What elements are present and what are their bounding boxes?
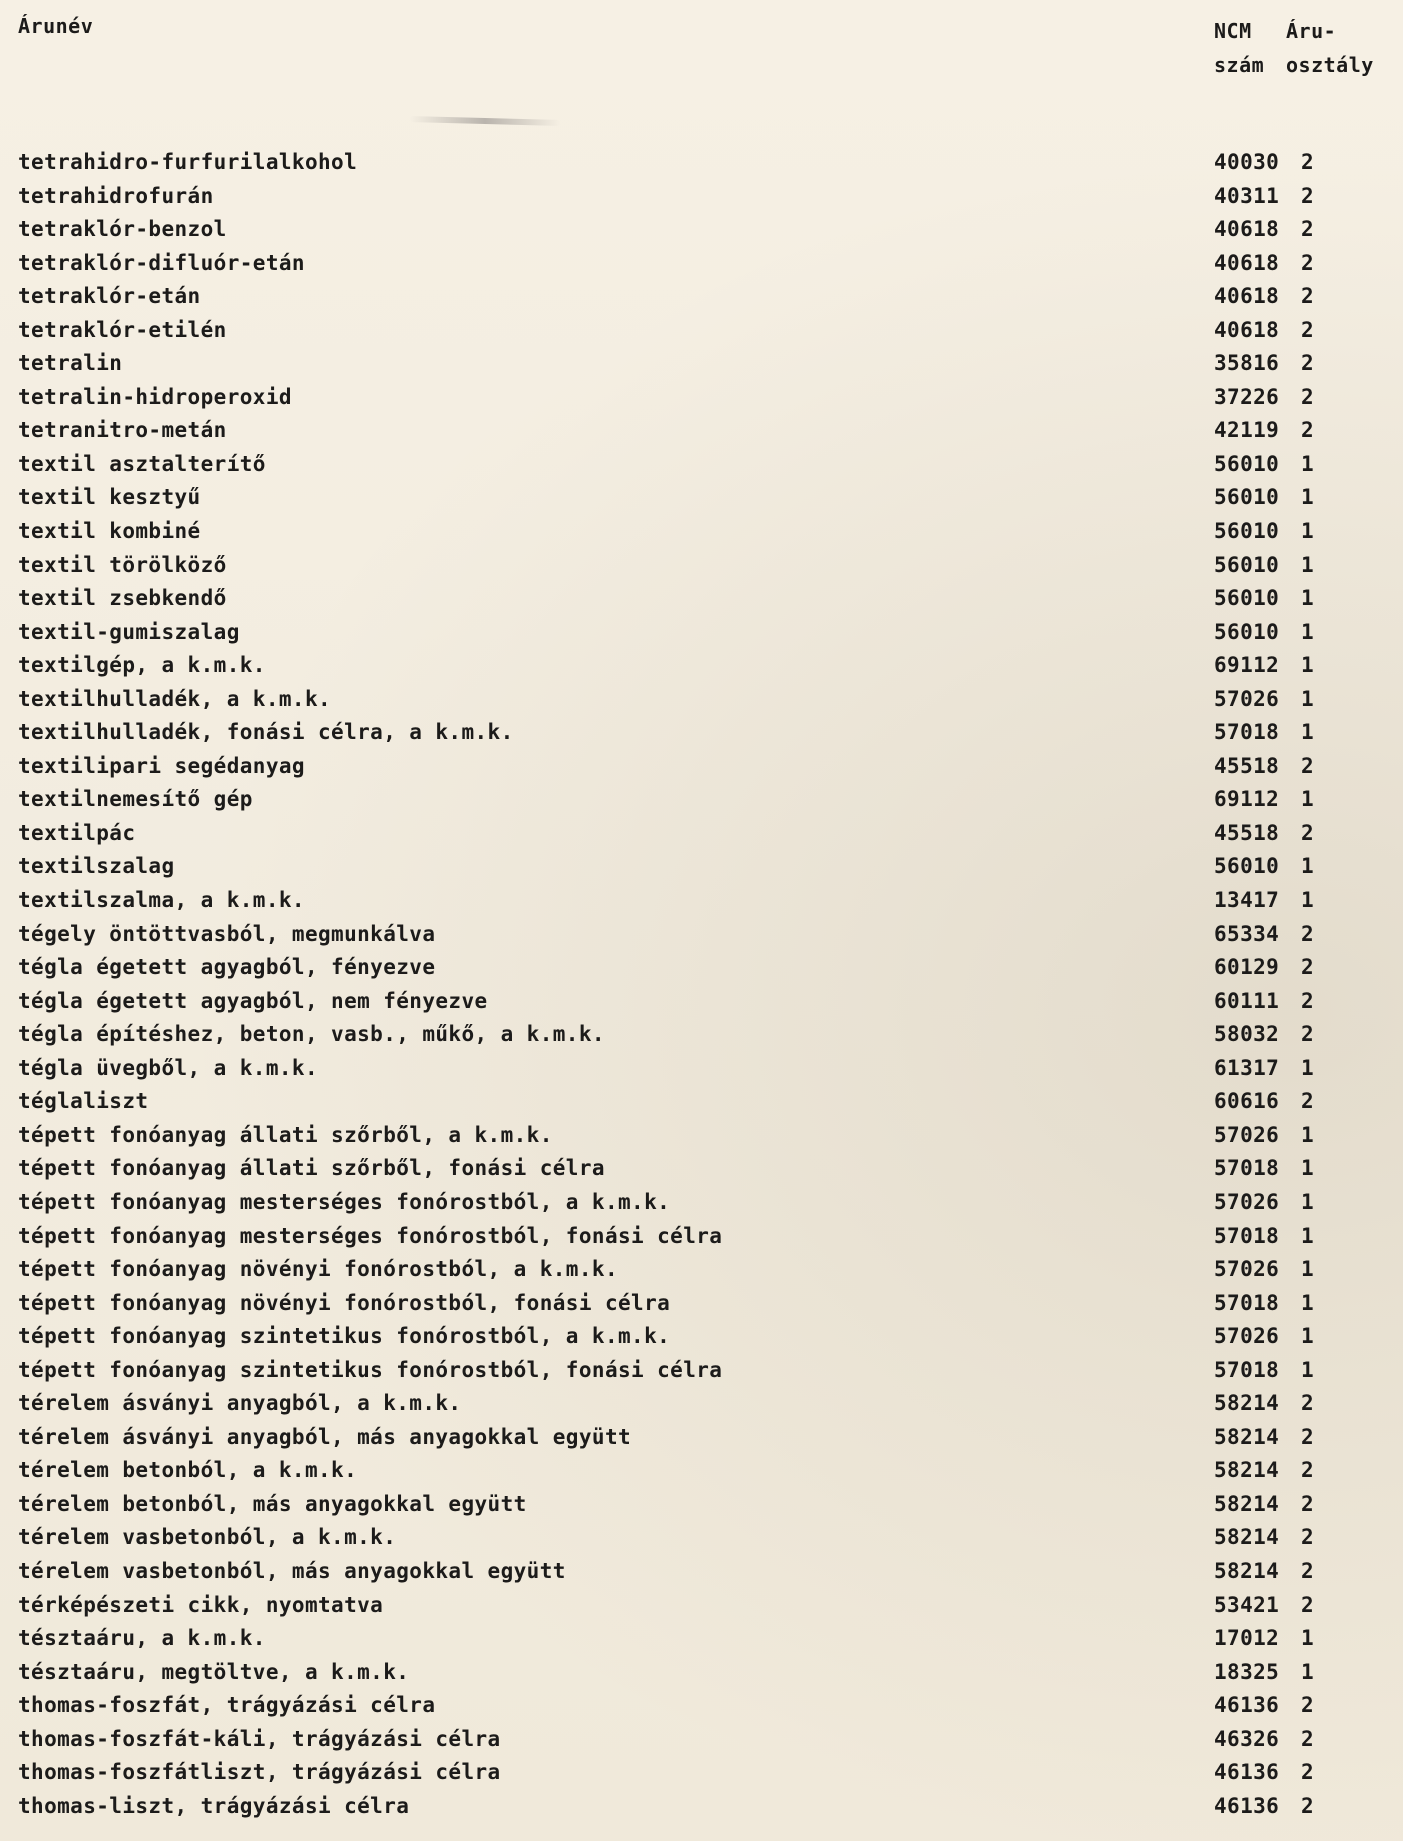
product-name: tépett fonóanyag szintetikus fonórostból, fonási célra <box>18 1357 723 1382</box>
product-class: 1 <box>1301 485 1315 510</box>
product-name: tégla égetett agyagból, fényezve <box>18 955 436 980</box>
product-name: textil kesztyű <box>18 485 201 510</box>
product-name: textil-gumiszalag <box>18 619 240 644</box>
product-name: tépett fonóanyag állati szőrből, fonási célra <box>18 1156 605 1181</box>
product-class: 2 <box>1301 418 1315 443</box>
ncm-number: 56010 <box>1214 451 1280 476</box>
ncm-number: 56010 <box>1214 586 1280 611</box>
ncm-number: 57018 <box>1214 1223 1280 1248</box>
product-class: 1 <box>1301 451 1315 476</box>
product-name: textilnemesítő gép <box>18 787 253 812</box>
table-row <box>18 448 1388 482</box>
table-row <box>18 1689 1388 1723</box>
product-class: 1 <box>1301 720 1315 745</box>
table-header <box>18 14 1388 84</box>
table-row <box>18 649 1388 683</box>
ncm-number: 57018 <box>1214 1156 1280 1181</box>
product-name: thomas-foszfát, trágyázási célra <box>18 1693 436 1718</box>
table-row <box>18 1220 1388 1254</box>
product-class: 2 <box>1301 217 1315 242</box>
table-row <box>18 616 1388 650</box>
table-row <box>18 280 1388 314</box>
ncm-number: 56010 <box>1214 519 1280 544</box>
product-name: tetraklór-difluór-etán <box>18 250 305 275</box>
product-name: textil asztalterítő <box>18 451 266 476</box>
ncm-number: 57026 <box>1214 686 1280 711</box>
ncm-number: 57026 <box>1214 1324 1280 1349</box>
product-name: textilhulladék, a k.m.k. <box>18 686 332 711</box>
ncm-number: 58214 <box>1214 1525 1280 1550</box>
product-name: textilgép, a k.m.k. <box>18 653 266 678</box>
ncm-number: 40618 <box>1214 217 1280 242</box>
product-class: 2 <box>1301 1022 1315 1047</box>
product-class: 2 <box>1301 1760 1315 1785</box>
product-name: tégla égetett agyagból, nem fényezve <box>18 988 488 1013</box>
product-class: 2 <box>1301 351 1315 376</box>
table-row <box>18 549 1388 583</box>
table-row <box>18 180 1388 214</box>
product-name: tépett fonóanyag mesterséges fonórostból, a k.m.k. <box>18 1189 671 1214</box>
product-name: thomas-foszfátliszt, trágyázási célra <box>18 1760 501 1785</box>
ncm-number: 60616 <box>1214 1089 1280 1114</box>
product-name: textilhulladék, fonási célra, a k.m.k. <box>18 720 514 745</box>
table-row <box>18 1186 1388 1220</box>
table-row <box>18 1622 1388 1656</box>
product-name: térelem vasbetonból, más anyagokkal együtt <box>18 1558 566 1583</box>
product-name: tetranitro-metán <box>18 418 227 443</box>
product-class: 2 <box>1301 284 1315 309</box>
table-row <box>18 347 1388 381</box>
table-row <box>18 750 1388 784</box>
column-header-name: Árunév <box>18 14 94 38</box>
product-class: 1 <box>1301 1357 1315 1382</box>
product-name: tépett fonóanyag állati szőrből, a k.m.k. <box>18 1122 553 1147</box>
product-class: 2 <box>1301 820 1315 845</box>
product-name: térelem ásványi anyagból, más anyagokkal együtt <box>18 1424 632 1449</box>
product-name: thomas-foszfát-káli, trágyázási célra <box>18 1726 501 1751</box>
ncm-number: 58214 <box>1214 1458 1280 1483</box>
table-row <box>18 817 1388 851</box>
ncm-number: 69112 <box>1214 787 1280 812</box>
table-row <box>18 1287 1388 1321</box>
ncm-number: 40618 <box>1214 250 1280 275</box>
ncm-number: 60111 <box>1214 988 1280 1013</box>
product-list <box>18 146 1388 1823</box>
product-class: 1 <box>1301 1055 1315 1080</box>
ncm-number: 57018 <box>1214 720 1280 745</box>
product-class: 2 <box>1301 1491 1315 1516</box>
table-row <box>18 1354 1388 1388</box>
ncm-number: 17012 <box>1214 1626 1280 1651</box>
product-class: 2 <box>1301 1391 1315 1416</box>
product-name: textilszalag <box>18 854 175 879</box>
table-row <box>18 515 1388 549</box>
table-row <box>18 1756 1388 1790</box>
ncm-number: 69112 <box>1214 653 1280 678</box>
product-name: tésztaáru, megtöltve, a k.m.k. <box>18 1659 410 1684</box>
table-row <box>18 1454 1388 1488</box>
product-name: textilipari segédanyag <box>18 753 305 778</box>
product-name: thomas-liszt, trágyázási célra <box>18 1793 410 1818</box>
ncm-number: 45518 <box>1214 820 1280 845</box>
ncm-number: 57026 <box>1214 1189 1280 1214</box>
product-class: 2 <box>1301 988 1315 1013</box>
column-header-class: Áru- osztály <box>1286 19 1374 77</box>
product-name: tetraklór-etilén <box>18 317 227 342</box>
ncm-number: 57018 <box>1214 1357 1280 1382</box>
product-name: textilpác <box>18 820 136 845</box>
product-name: térelem vasbetonból, a k.m.k. <box>18 1525 397 1550</box>
product-name: tetraklór-etán <box>18 284 201 309</box>
ncm-number: 35816 <box>1214 351 1280 376</box>
product-class: 1 <box>1301 1626 1315 1651</box>
product-class: 1 <box>1301 519 1315 544</box>
table-row <box>18 884 1388 918</box>
ncm-number: 46136 <box>1214 1760 1280 1785</box>
product-name: tégely öntöttvasból, megmunkálva <box>18 921 436 946</box>
table-row <box>18 918 1388 952</box>
product-class: 1 <box>1301 1290 1315 1315</box>
ncm-number: 40030 <box>1214 150 1280 174</box>
table-row <box>18 1555 1388 1589</box>
product-name: tégla építéshez, beton, vasb., műkő, a k.m.k. <box>18 1022 605 1047</box>
product-name: tépett fonóanyag növényi fonórostból, a k.m.k. <box>18 1257 618 1282</box>
table-row <box>18 1521 1388 1555</box>
product-class: 2 <box>1301 1458 1315 1483</box>
product-class: 2 <box>1301 250 1315 275</box>
ncm-number: 65334 <box>1214 921 1280 946</box>
paper-smudge <box>410 116 560 126</box>
ncm-number: 45518 <box>1214 753 1280 778</box>
ncm-number: 46136 <box>1214 1793 1280 1818</box>
ncm-number: 56010 <box>1214 485 1280 510</box>
table-row <box>18 414 1388 448</box>
table-row <box>18 314 1388 348</box>
ncm-number: 46326 <box>1214 1726 1280 1751</box>
product-class: 1 <box>1301 552 1315 577</box>
product-class: 2 <box>1301 317 1315 342</box>
table-row <box>18 783 1388 817</box>
product-class: 1 <box>1301 1659 1315 1684</box>
product-name: textil zsebkendő <box>18 586 227 611</box>
product-class: 2 <box>1301 1693 1315 1718</box>
product-name: tégla üvegből, a k.m.k. <box>18 1055 318 1080</box>
table-row <box>18 985 1388 1019</box>
ncm-number: 46136 <box>1214 1693 1280 1718</box>
table-row <box>18 582 1388 616</box>
product-class: 2 <box>1301 1525 1315 1550</box>
ncm-number: 58032 <box>1214 1022 1280 1047</box>
table-row <box>18 850 1388 884</box>
ncm-number: 58214 <box>1214 1558 1280 1583</box>
table-row <box>18 1421 1388 1455</box>
product-name: textil kombiné <box>18 519 201 544</box>
ncm-number: 61317 <box>1214 1055 1280 1080</box>
ncm-number: 57026 <box>1214 1257 1280 1282</box>
table-row <box>18 951 1388 985</box>
ncm-number: 53421 <box>1214 1592 1280 1617</box>
product-class: 2 <box>1301 1592 1315 1617</box>
column-header-ncm: NCM szám <box>1214 19 1265 77</box>
product-name: tetralin <box>18 351 123 376</box>
ncm-number: 60129 <box>1214 955 1280 980</box>
ncm-number: 40618 <box>1214 284 1280 309</box>
product-name: térképészeti cikk, nyomtatva <box>18 1592 384 1617</box>
table-row <box>18 683 1388 717</box>
ncm-number: 37226 <box>1214 384 1280 409</box>
product-class: 1 <box>1301 787 1315 812</box>
product-class: 1 <box>1301 686 1315 711</box>
table-row <box>18 1085 1388 1119</box>
product-name: tésztaáru, a k.m.k. <box>18 1626 266 1651</box>
table-row <box>18 1589 1388 1623</box>
product-name: tetraklór-benzol <box>18 217 227 242</box>
ncm-number: 40311 <box>1214 183 1280 208</box>
product-class: 1 <box>1301 1156 1315 1181</box>
table-row <box>18 1790 1388 1824</box>
table-row <box>18 1253 1388 1287</box>
ncm-number: 56010 <box>1214 619 1280 644</box>
table-row <box>18 1488 1388 1522</box>
ncm-number: 13417 <box>1214 888 1280 913</box>
product-name: térelem ásványi anyagból, a k.m.k. <box>18 1391 462 1416</box>
product-class: 2 <box>1301 150 1315 174</box>
product-name: tetralin-hidroperoxid <box>18 384 292 409</box>
product-class: 1 <box>1301 1189 1315 1214</box>
table-row <box>18 1018 1388 1052</box>
table-row <box>18 1656 1388 1690</box>
product-name: tépett fonóanyag szintetikus fonórostból, a k.m.k. <box>18 1324 671 1349</box>
ncm-number: 42119 <box>1214 418 1280 443</box>
product-name: térelem betonból, más anyagokkal együtt <box>18 1491 527 1516</box>
ncm-number: 58214 <box>1214 1424 1280 1449</box>
product-class: 2 <box>1301 1424 1315 1449</box>
product-class: 1 <box>1301 1223 1315 1248</box>
product-class: 1 <box>1301 619 1315 644</box>
table-row <box>18 381 1388 415</box>
product-name: téglaliszt <box>18 1089 149 1114</box>
product-class: 2 <box>1301 955 1315 980</box>
product-class: 2 <box>1301 1793 1315 1818</box>
product-class: 2 <box>1301 921 1315 946</box>
product-class: 1 <box>1301 854 1315 879</box>
product-class: 1 <box>1301 1122 1315 1147</box>
product-class: 1 <box>1301 888 1315 913</box>
table-row <box>18 1052 1388 1086</box>
product-class: 2 <box>1301 384 1315 409</box>
ncm-number: 58214 <box>1214 1491 1280 1516</box>
ncm-number: 18325 <box>1214 1659 1280 1684</box>
ncm-number: 56010 <box>1214 854 1280 879</box>
table-row <box>18 247 1388 281</box>
product-name: tépett fonóanyag növényi fonórostból, fonási célra <box>18 1290 671 1315</box>
table-row <box>18 1320 1388 1354</box>
ncm-number: 57026 <box>1214 1122 1280 1147</box>
product-class: 2 <box>1301 1089 1315 1114</box>
product-name: textil törölköző <box>18 552 227 577</box>
ncm-number: 56010 <box>1214 552 1280 577</box>
product-name: tetrahidro-furfurilalkohol <box>18 150 358 174</box>
table-row <box>18 213 1388 247</box>
table-row <box>18 146 1388 180</box>
product-class: 2 <box>1301 1726 1315 1751</box>
product-name: tépett fonóanyag mesterséges fonórostból, fonási célra <box>18 1223 723 1248</box>
product-class: 2 <box>1301 1558 1315 1583</box>
product-class: 2 <box>1301 753 1315 778</box>
product-name: térelem betonból, a k.m.k. <box>18 1458 358 1483</box>
product-class: 1 <box>1301 1324 1315 1349</box>
ncm-number: 40618 <box>1214 317 1280 342</box>
table-row <box>18 1152 1388 1186</box>
product-name: textilszalma, a k.m.k. <box>18 888 305 913</box>
table-row <box>18 481 1388 515</box>
product-class: 1 <box>1301 586 1315 611</box>
product-class: 1 <box>1301 653 1315 678</box>
table-row <box>18 1723 1388 1757</box>
product-class: 1 <box>1301 1257 1315 1282</box>
table-row <box>18 716 1388 750</box>
table-row <box>18 1119 1388 1153</box>
table-row <box>18 1387 1388 1421</box>
ncm-number: 58214 <box>1214 1391 1280 1416</box>
ncm-number: 57018 <box>1214 1290 1280 1315</box>
product-name: tetrahidrofurán <box>18 183 214 208</box>
product-class: 2 <box>1301 183 1315 208</box>
